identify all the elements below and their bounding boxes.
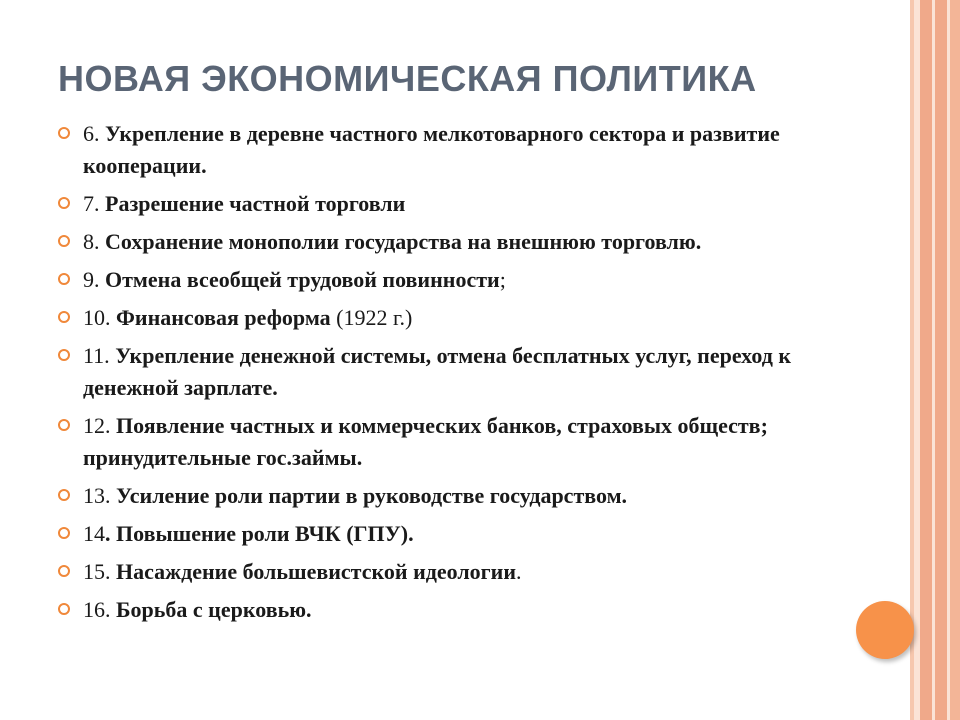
- item-number: 12.: [83, 413, 116, 438]
- decorative-stripes: [910, 0, 960, 720]
- bullet-icon: [58, 127, 70, 139]
- bullet-icon: [58, 419, 70, 431]
- item-text: Насаждение большевистской идеологии: [116, 559, 517, 584]
- item-text: Отмена всеобщей трудовой повинности: [105, 267, 500, 292]
- item-tail: (1922 г.): [330, 305, 413, 330]
- list-item: [58, 340, 838, 404]
- item-text: Усиление роли партии в руководстве государством.: [116, 483, 628, 508]
- item-number: 11.: [83, 343, 116, 368]
- item-text: Борьба с церковью.: [116, 597, 312, 622]
- item-tail: .: [516, 559, 522, 584]
- bullet-icon: [58, 273, 70, 285]
- item-text: . Повышение роли ВЧК (ГПУ).: [105, 521, 414, 546]
- item-number: 7.: [83, 191, 105, 216]
- list-item: [58, 264, 838, 296]
- item-number: 15.: [83, 559, 116, 584]
- bullet-icon: [58, 235, 70, 247]
- bullet-icon: [58, 349, 70, 361]
- item-number: 9.: [83, 267, 105, 292]
- stripe: [920, 0, 932, 720]
- list-item: [58, 556, 838, 588]
- stripe: [935, 0, 947, 720]
- decorative-orb: [856, 601, 914, 659]
- bullet-icon: [58, 197, 70, 209]
- stripe: [950, 0, 960, 720]
- item-number: 16.: [83, 597, 116, 622]
- item-number: 10.: [83, 305, 116, 330]
- list-item: [58, 118, 838, 182]
- item-tail: ;: [499, 267, 506, 292]
- bullet-icon: [58, 311, 70, 323]
- slide-title: НОВАЯ ЭКОНОМИЧЕСКАЯ ПОЛИТИКА: [58, 58, 757, 99]
- bullet-icon: [58, 565, 70, 577]
- item-text: Финансовая реформа: [116, 305, 331, 330]
- item-text: Укрепление денежной системы, отмена бесплатных услуг, переход к денежной зарплате.: [83, 343, 792, 400]
- item-number: 13.: [83, 483, 116, 508]
- bullet-list: [58, 118, 838, 632]
- list-item: [58, 480, 838, 512]
- list-item: [58, 302, 838, 334]
- list-item: [58, 518, 838, 550]
- item-number: 6.: [83, 121, 105, 146]
- item-text: Разрешение частной торговли: [105, 191, 406, 216]
- list-item: [58, 594, 838, 626]
- item-number: 8.: [83, 229, 105, 254]
- bullet-icon: [58, 603, 70, 615]
- item-text: Появление частных и коммерческих банков, страховых обществ; принудительные гос.займы.: [83, 413, 768, 470]
- bullet-icon: [58, 489, 70, 501]
- list-item: [58, 226, 838, 258]
- item-number: 14: [83, 521, 105, 546]
- list-item: [58, 410, 838, 474]
- bullet-icon: [58, 527, 70, 539]
- list-item: [58, 188, 838, 220]
- item-text: Укрепление в деревне частного мелкотоварного сектора и развитие кооперации.: [83, 121, 780, 178]
- item-text: Сохранение монополии государства на внешнюю торговлю.: [105, 229, 702, 254]
